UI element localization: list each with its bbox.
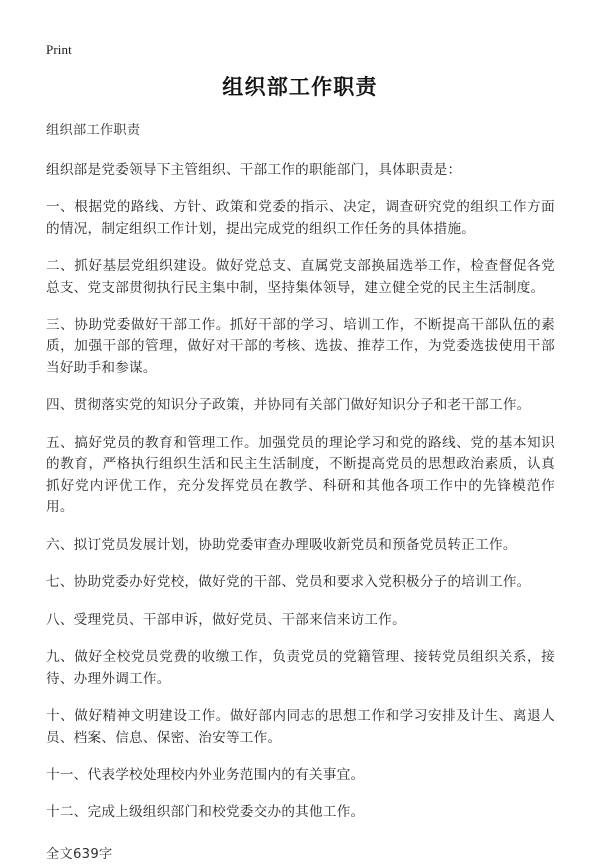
print-toolbar (0, 0, 600, 57)
word-count-label: 全文639字 (46, 846, 113, 862)
clause-item: 八、受理党员、干部申诉，做好党员、干部来信来访工作。 (46, 611, 406, 628)
clause-item: 二、抓好基层党组织建设。做好党总支、直属党支部换届选举工作，检查督促各党总支、党支部贯彻执行民主集中制，坚持集体领导，建立健全党的民主生活制度。 (46, 258, 555, 296)
clause-list (46, 197, 555, 824)
clause-item: 六、拟订党员发展计划，协助党委审查办理吸收新党员和预备党员转正工作。 (46, 536, 517, 553)
clause-item: 十、做好精神文明建设工作。做好部内同志的思想工作和学习安排及计生、离退人员、档案、信息、保密、治安等工作。 (46, 708, 555, 746)
clause-item: 五、搞好党员的教育和管理工作。加强党员的理论学习和党的路线、党的基本知识的教育，严格执行组织生活和民主生活制度，不断提高党员的思想政治素质，认真抓好党内评优工作，充分发挥党员在教学、科研和其他各项工作中的先锋模范作用。 (46, 434, 555, 516)
clause-item: 四、贯彻落实党的知识分子政策，并协同有关部门做好知识分子和老干部工作。 (46, 397, 531, 414)
document-body (0, 121, 600, 865)
clause-item: 七、协助党委办好党校，做好党的干部、党员和要求入党积极分子的培训工作。 (46, 574, 531, 591)
print-link[interactable]: Print (46, 42, 72, 57)
document-subtitle: 组织部工作职责 (46, 123, 141, 139)
page-title: 组织部工作职责 (222, 75, 378, 99)
clause-item: 九、做好全校党员党费的收缴工作，负责党员的党籍管理、接转党员组织关系，接待、办理外调工作。 (46, 649, 555, 687)
document-intro-paragraph: 组织部是党委领导下主管组织、干部工作的职能部门，具体职责是： (46, 162, 462, 179)
clause-item: 三、协助党委做好干部工作。抓好干部的学习、培训工作，不断提高干部队伍的素质，加强干部的管理，做好对干部的考核、选拔、推荐工作，为党委选拔使用干部当好助手和参谋。 (46, 316, 555, 376)
clause-item: 十二、完成上级组织部门和校党委交办的其他工作。 (46, 804, 365, 821)
clause-item: 一、根据党的路线、方针、政策和党委的指示、决定，调查研究党的组织工作方面的情况，制定组织工作计划，提出完成党的组织工作任务的具体措施。 (46, 199, 555, 237)
clause-item: 十一、代表学校处理校内外业务范围内的有关事宜。 (46, 767, 365, 784)
